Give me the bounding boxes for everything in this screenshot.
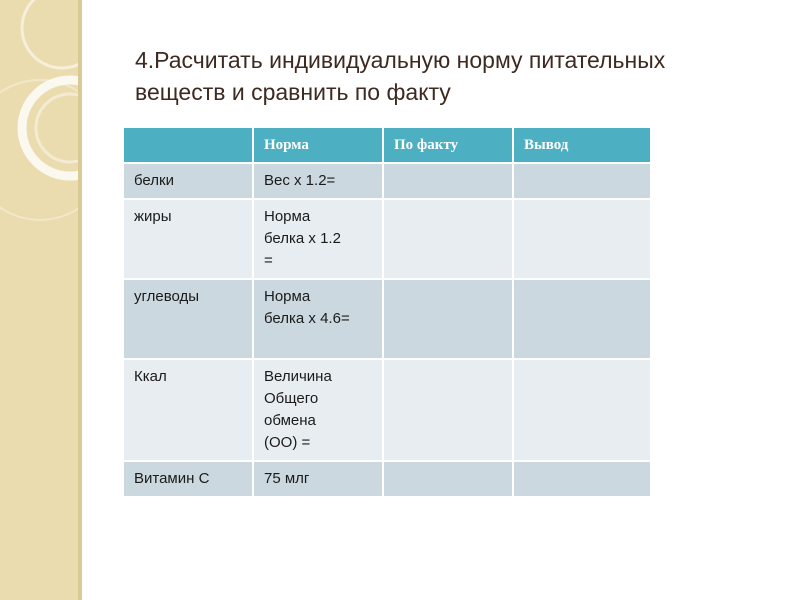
slide-title (135, 44, 775, 108)
table-row (123, 199, 651, 279)
row-conclusion-cell (513, 199, 651, 279)
norm-text: Общего (264, 390, 319, 407)
row-fact-cell (383, 199, 513, 279)
norm-text: Величина (264, 368, 332, 385)
norm-text: Норма (264, 208, 311, 225)
table-header-row (123, 127, 651, 163)
row-fact-cell (383, 163, 513, 199)
norm-text: (ОО) = (264, 434, 311, 451)
header-cell-empty (123, 127, 253, 163)
norm-text: = (264, 252, 273, 269)
row-conclusion-cell (513, 461, 651, 497)
header-cell-conclusion: Вывод (513, 127, 651, 163)
row-name-cell: жиры (123, 199, 253, 279)
row-fact-cell (383, 359, 513, 461)
table-row (123, 279, 651, 359)
norm-text: Норма (264, 288, 311, 305)
row-name-cell: Ккал (123, 359, 253, 461)
row-conclusion-cell (513, 359, 651, 461)
decorative-side-band (0, 0, 90, 600)
row-norm-cell (253, 163, 383, 199)
row-conclusion-cell (513, 163, 651, 199)
row-fact-cell (383, 461, 513, 497)
header-cell-norm: Норма (253, 127, 383, 163)
nutrition-table (122, 126, 652, 498)
norm-text: белка х 4.6= (264, 310, 350, 327)
norm-text: обмена (264, 412, 316, 429)
table-row (123, 359, 651, 461)
row-name-cell: углеводы (123, 279, 253, 359)
row-norm-cell (253, 199, 383, 279)
norm-text: белка х 1.2 (264, 230, 341, 247)
row-norm-cell (253, 359, 383, 461)
row-conclusion-cell (513, 279, 651, 359)
norm-text: Вес х 1.2= (264, 172, 336, 189)
row-name-cell: Витамин С (123, 461, 253, 497)
slide-title-line-1: 4.Расчитать индивидуальную норму питательных (135, 47, 666, 73)
slide-title-line-2: веществ и сравнить по факту (135, 79, 451, 105)
row-norm-cell (253, 461, 383, 497)
table-row (123, 163, 651, 199)
row-fact-cell (383, 279, 513, 359)
header-cell-fact: По факту (383, 127, 513, 163)
row-name-cell: белки (123, 163, 253, 199)
side-band-gap (82, 0, 90, 600)
table-row (123, 461, 651, 497)
row-norm-cell (253, 279, 383, 359)
norm-text: 75 млг (264, 470, 310, 487)
decorative-circles (0, 0, 90, 600)
